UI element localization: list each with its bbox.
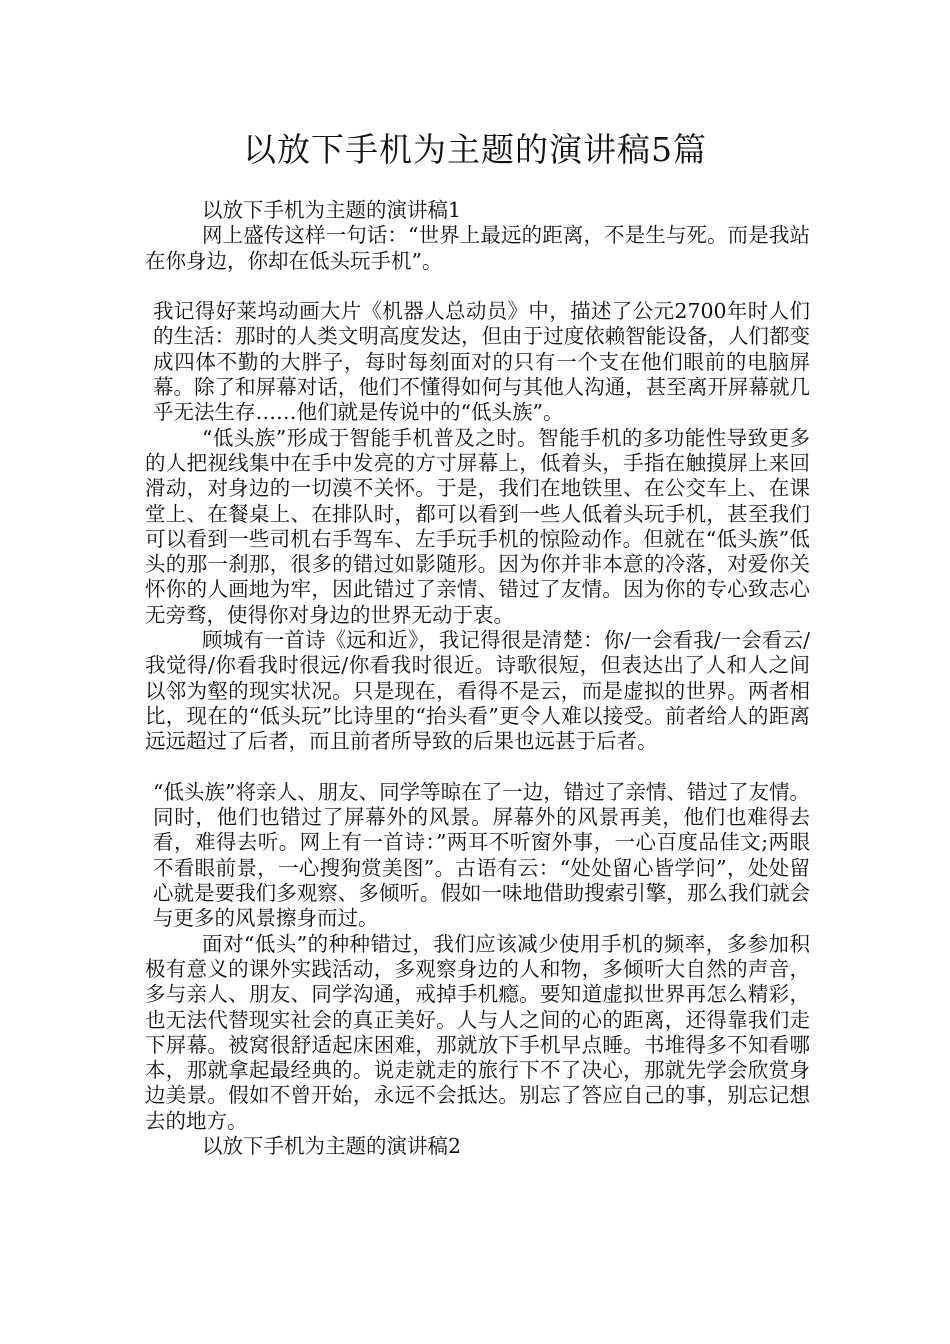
paragraph-quote: 网上盛传这样一句话：“世界上最远的距离，不是生与死。而是我站在你身边，你却在低头玩手机”。 — [145, 223, 810, 273]
paragraph-conclusion: 面对“低头”的种种错过，我们应该减少使用手机的频率，多参加积极有意义的课外实践活动，多观察身边的人和物，多倾听大自然的声音，多与亲人、朋友、同学沟通，戒掉手机瘾。要知道虚拟世界再怎么精彩，也无法代替现实社会的真正美好。人与人之间的心的距离，还得靠我们走下屏幕。被窝很舒适起床困难，那就放下手机早点睡。书堆得多不知看哪本，那就拿起最经典的。说走就走的旅行下不了决心，那就先学会欣赏身边美景。假如不曾开始，永远不会抵达。别忘了答应自己的事，别忘记想去的地方。 — [145, 931, 810, 1133]
paragraph-smartphone: “低头族”形成于智能手机普及之时。智能手机的多功能性导致更多的人把视线集中在手中发亮的方寸屏幕上，低着头，手指在触摸屏上来回滑动，对身边的一切漠不关怀。于是，我们在地铁里、在公交车上、在课堂上、在餐桌上、在排队时，都可以看到一些人低着头玩手机，甚至我们可以看到一些司机右手驾车、左手玩手机的惊险动作。但就在“低头族”低头的那一刹那，很多的错过如影随形。因为你并非本意的冷落，对爱你关怀你的人画地为牢，因此错过了亲情、错过了友情。因为你的专心致志心无旁骛，使得你对身边的世界无动于衷。 — [145, 425, 810, 627]
document-body — [145, 198, 810, 1159]
document-title: 以放下手机为主题的演讲稿5篇 — [243, 130, 707, 169]
paragraph-wall-e: 我记得好莱坞动画大片《机器人总动员》中，描述了公元2700年时人们的生活：那时的人类文明高度发达，但由于过度依赖智能设备，人们都变成四体不勤的大胖子，每时每刻面对的只有一个支在他们眼前的电脑屏幕。除了和屏幕对话，他们不懂得如何与其他人沟通，甚至离开屏幕就几乎无法生存……他们就是传说中的“低头族”。 — [153, 299, 810, 425]
section-heading-1: 以放下手机为主题的演讲稿1 — [202, 198, 462, 222]
paragraph-gu-cheng: 顾城有一首诗《远和近》，我记得很是清楚：你/一会看我/一会看云/我觉得/你看我时很远/你看我时很近。诗歌很短，但表达出了人和人之间以邻为壑的现实状况。只是现在，看得不是云，而是虚拟的世界。两者相比，现在的“低头玩”比诗里的“抬头看”更令人难以接受。前者给人的距离远远超过了后者，而且前者所导致的后果也远甚于后者。 — [145, 628, 810, 754]
paragraph-gap — [145, 755, 810, 780]
paragraph-scenery: “低头族”将亲人、朋友、同学等晾在了一边，错过了亲情、错过了友情。同时，他们也错过了屏幕外的风景。屏幕外的风景再美，他们也难得去看，难得去听。网上有一首诗：”两耳不听窗外事，一心百度品佳文;两眼不看眼前景，一心搜狗赏美图”。古语有云：“处处留心皆学问”，处处留心就是要我们多观察、多倾听。假如一味地借助搜索引擎，那么我们就会与更多的风景擦身而过。 — [153, 779, 810, 931]
section-heading-2: 以放下手机为主题的演讲稿2 — [202, 1133, 462, 1158]
paragraph-gap — [145, 274, 810, 299]
